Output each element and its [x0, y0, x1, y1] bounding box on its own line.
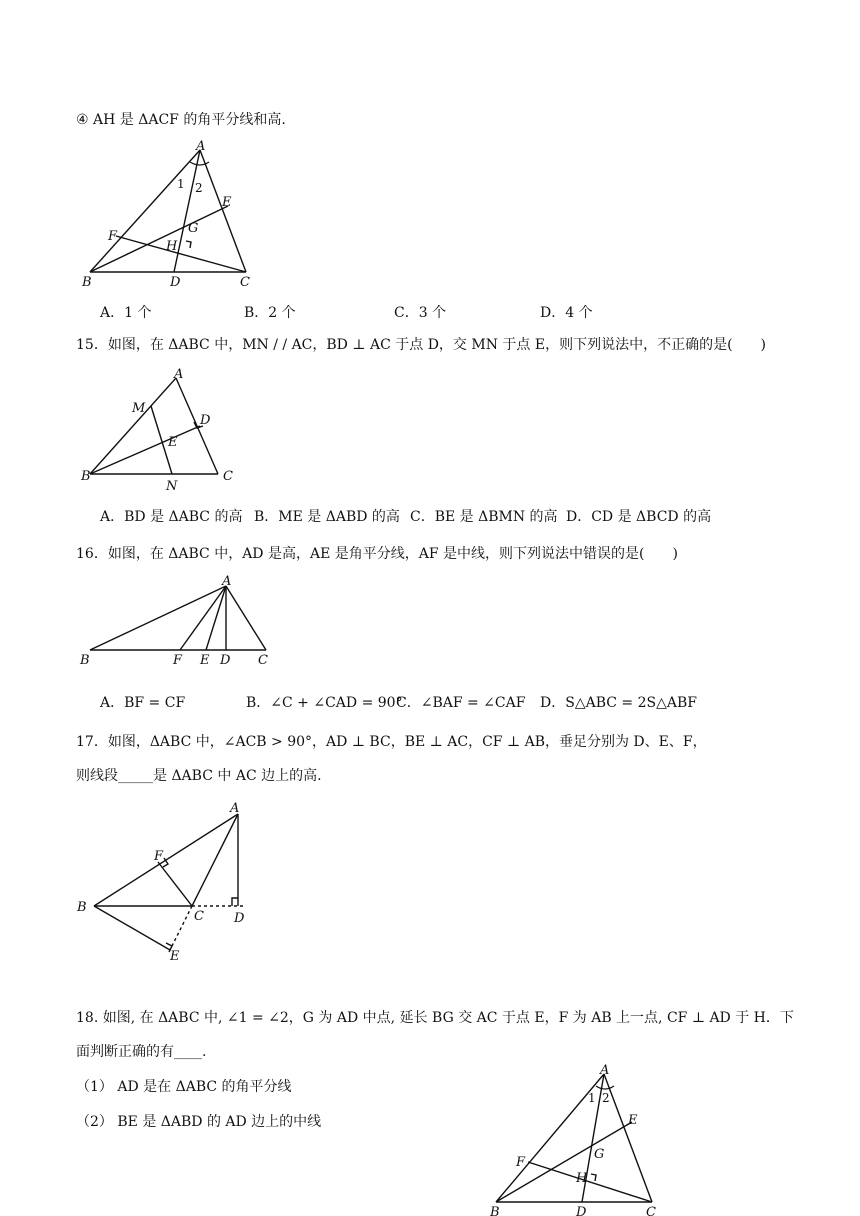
q15-label-C: C	[223, 469, 233, 484]
q14-option-d: D．4 个	[540, 305, 593, 321]
q14-option-a: A．1 个	[100, 305, 152, 321]
q16-option-b: B．∠C + ∠CAD = 90°	[246, 695, 403, 711]
q18-item1: （1） AD 是在 ΔABC 的角平分线	[76, 1079, 292, 1095]
q14-option-c: C．3 个	[394, 305, 447, 321]
q16-label-A: A	[222, 574, 232, 589]
q17-line2: 则线段_____是 ΔABC 中 AC 边上的高.	[76, 768, 322, 784]
q14-label-1: 1	[177, 177, 185, 191]
q15-label-N: N	[166, 479, 178, 494]
q18-label-E: E	[628, 1113, 638, 1128]
q18-line2: 面判断正确的有____.	[76, 1044, 207, 1060]
q18-line1: 18. 如图, 在 ΔABC 中, ∠1 = ∠2，G 为 AD 中点, 延长 BG 交 AC 于点 E，F 为 AB 上一点, CF ⊥ AD 于 H．下	[76, 1010, 794, 1026]
q15-label-M: M	[132, 401, 146, 416]
q14-label-F: F	[108, 229, 118, 244]
q15-figure	[78, 366, 248, 494]
q18-item2: （2） BE 是 ΔABD 的 AD 边上的中线	[76, 1114, 322, 1130]
q18-label-1: 1	[588, 1091, 596, 1105]
q14-label-B: B	[82, 275, 92, 290]
q17-label-C: C	[194, 909, 204, 924]
q14-label-G: G	[188, 221, 199, 236]
q14-label-C: C	[240, 275, 250, 290]
q15-option-c: C．BE 是 ΔBMN 的高	[410, 509, 558, 525]
q14-option-b: B．2 个	[244, 305, 296, 321]
q18-label-G: G	[594, 1147, 605, 1162]
q14-figure	[78, 140, 278, 292]
q18-label-F: F	[516, 1155, 526, 1170]
q18-label-B: B	[490, 1205, 500, 1216]
q15-label-D: D	[200, 413, 211, 428]
q18-label-A: A	[600, 1063, 610, 1078]
q16-option-c: C．∠BAF = ∠CAF	[396, 695, 526, 711]
q18-label-C: C	[646, 1205, 656, 1216]
q17-label-D: D	[234, 911, 245, 926]
q17-label-F: F	[154, 849, 164, 864]
q15-label-B: B	[81, 469, 91, 484]
q15-label-A: A	[174, 367, 184, 382]
q16-label-C: C	[258, 653, 268, 668]
q18-label-H: H	[576, 1171, 588, 1186]
q15-option-b: B．ME 是 ΔABD 的高	[254, 509, 400, 525]
q14-label-A: A	[196, 140, 206, 154]
q16-label-E: E	[200, 653, 210, 668]
q17-figure	[74, 800, 264, 970]
q16-label-D: D	[220, 653, 231, 668]
q15-label-E: E	[168, 435, 178, 450]
q14-label-E: E	[222, 195, 232, 210]
q17-label-B: B	[77, 900, 87, 915]
q16-option-a: A．BF = CF	[100, 695, 186, 711]
q14-item4: ④ AH 是 ΔACF 的角平分线和高.	[76, 112, 286, 128]
q15-option-d: D．CD 是 ΔBCD 的高	[566, 509, 712, 525]
q16-stem: 16．如图，在 ΔABC 中，AD 是高，AE 是角平分线，AF 是中线，则下列说法中错误的是( )	[76, 546, 678, 562]
q16-option-d: D．S△ABC = 2S△ABF	[540, 695, 697, 711]
q16-figure	[78, 572, 278, 668]
q16-label-B: B	[80, 653, 90, 668]
q15-option-a: A．BD 是 ΔABC 的高	[100, 509, 243, 525]
q15-stem: 15．如图，在 ΔABC 中，MN / / AC，BD ⊥ AC 于点 D，交 MN 于点 E，则下列说法中，不正确的是( )	[76, 337, 766, 353]
q14-label-D: D	[170, 275, 181, 290]
q17-label-E: E	[170, 949, 180, 964]
q17-line1: 17．如图，ΔABC 中，∠ACB > 90°，AD ⊥ BC，BE ⊥ AC，CF ⊥ AB，垂足分别为 D、E、F，	[76, 734, 707, 750]
q17-label-A: A	[230, 801, 240, 816]
q18-figure	[484, 1062, 674, 1216]
q18-label-2: 2	[602, 1091, 610, 1105]
q16-label-F: F	[173, 653, 183, 668]
q14-label-H: H	[166, 239, 178, 254]
q18-label-D: D	[576, 1205, 587, 1216]
q14-label-2: 2	[195, 181, 203, 195]
